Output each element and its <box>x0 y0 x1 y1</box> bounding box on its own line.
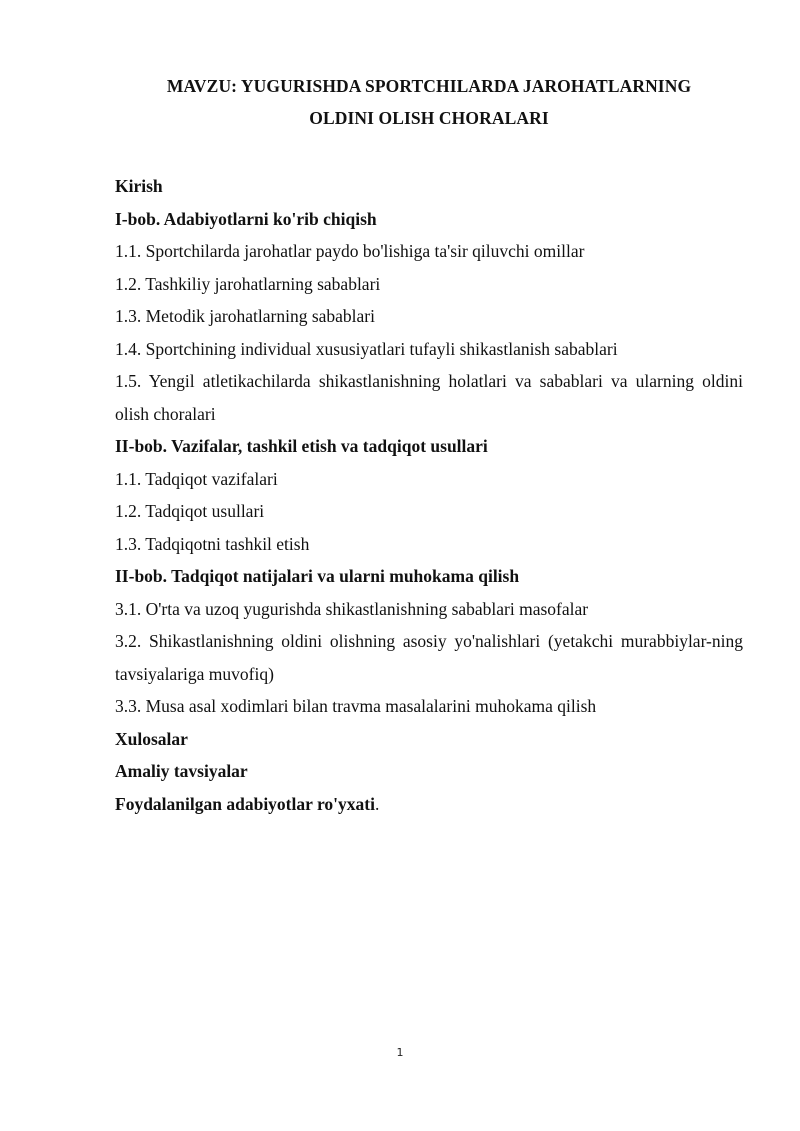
toc-chapter-3: II-bob. Tadqiqot natijalari va ularni muhokama qilish <box>115 566 520 586</box>
toc-conclusions: Xulosalar <box>115 728 188 749</box>
table-of-contents <box>115 170 743 820</box>
page-number: 1 <box>396 1046 404 1059</box>
toc-item-2-3: 1.3. Tadqiqotni tashkil etish <box>115 533 310 554</box>
toc-references-line <box>115 788 743 821</box>
toc-chapter-2: II-bob. Vazifalar, tashkil etish va tadqiqot usullari <box>115 436 488 456</box>
toc-item-3-1: 3.1. O'rta va uzoq yugurishda shikastlanishning sabablari masofalar <box>115 598 589 619</box>
toc-recommendations: Amaliy tavsiyalar <box>115 761 248 781</box>
toc-references: Foydalanilgan adabiyotlar ro'yxati <box>115 793 375 814</box>
toc-item-3-2: 3.2. Shikastlanishning oldini olishning asosiy yo'nalishlari (yetakchi murabbiylar-ning tavsiyalariga muvofiq) <box>115 631 743 684</box>
toc-item-1-5: 1.5. Yengil atletikachilarda shikastlanishning holatlari va sabablari va ularning oldini olish choralari <box>115 371 743 424</box>
toc-intro: Kirish <box>115 176 163 196</box>
toc-item-1-1: 1.1. Sportchilarda jarohatlar paydo bo'lishiga ta'sir qiluvchi omillar <box>115 241 585 261</box>
toc-item-1-4: 1.4. Sportchining individual xususiyatlari tufayli shikastlanish sabablari <box>115 338 618 359</box>
toc-item-2-2: 1.2. Tadqiqot usullari <box>115 501 265 521</box>
toc-chapter-1: I-bob. Adabiyotlarni ko'rib chiqish <box>115 208 377 229</box>
document-title-line-2: OLDINI OLISH CHORALARI <box>309 108 549 128</box>
toc-references-period: . <box>374 793 380 814</box>
toc-item-3-3: 3.3. Musa asal xodimlari bilan travma masalalarini muhokama qilish <box>115 696 597 716</box>
toc-item-1-3: 1.3. Metodik jarohatlarning sabablari <box>115 306 375 326</box>
toc-item-2-1: 1.1. Tadqiqot vazifalari <box>115 468 278 489</box>
document-title-line-1: MAVZU: YUGURISHDA SPORTCHILARDA JAROHATLARNING <box>166 76 692 96</box>
toc-item-1-2: 1.2. Tashkiliy jarohatlarning sabablari <box>115 273 381 294</box>
